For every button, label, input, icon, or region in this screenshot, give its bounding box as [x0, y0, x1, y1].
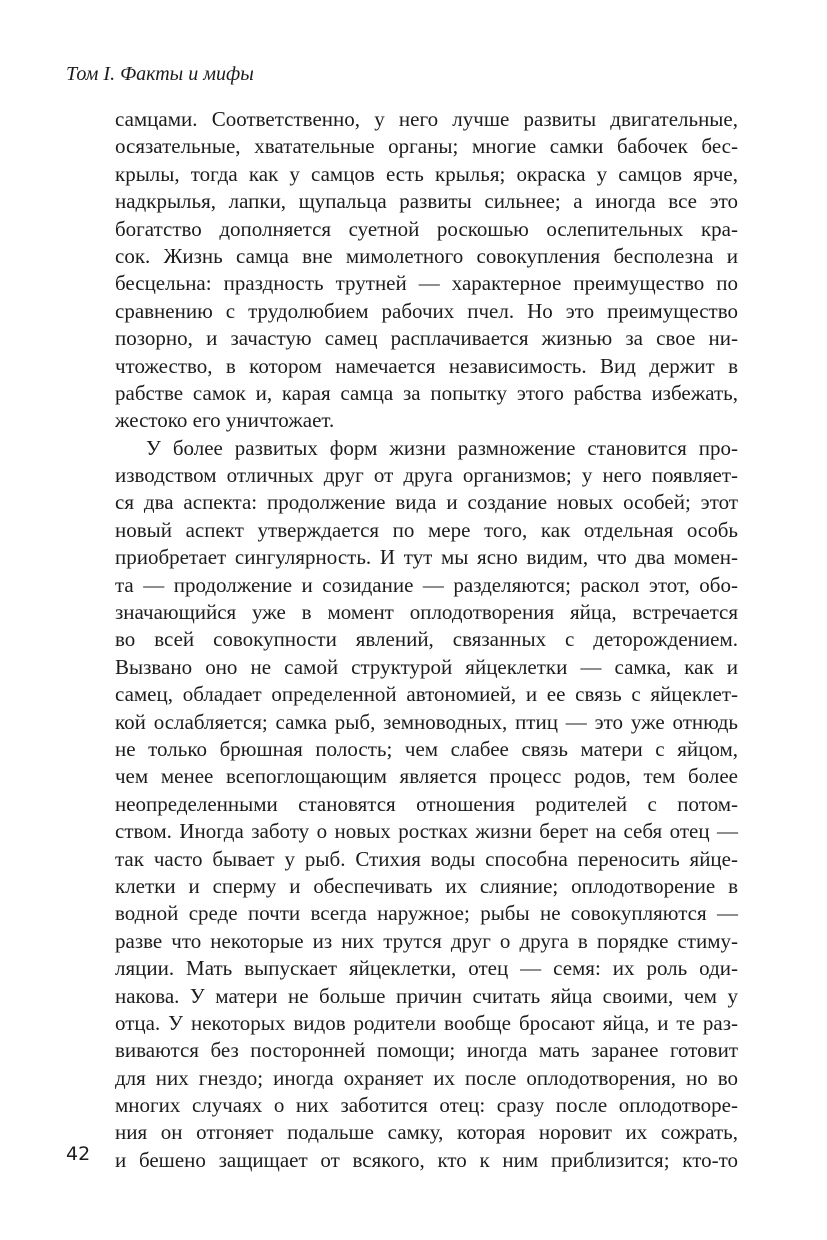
text-line: бесцельна: праздность трутней — характерное преимущество по	[115, 271, 738, 296]
text-line: ния он отгоняет подальше самку, которая норовит их сожрать,	[115, 1120, 738, 1145]
text-line: многих случаях о них заботится отец: сразу после оплодотворе-	[115, 1093, 738, 1118]
text-line: У более развитых форм жизни размножение становится про-	[146, 435, 738, 460]
text-line: разве что некоторые из них трутся друг о друга в порядке стиму-	[115, 928, 738, 953]
text-line: та — продолжение и созидание — разделяются; раскол этот, обо-	[115, 572, 738, 597]
text-line: чтожество, в котором намечается независимость. Вид держит в	[115, 353, 738, 378]
text-line: и бешено защищает от всякого, кто к ним приблизится; кто-то	[115, 1147, 738, 1172]
text-line: ся два аспекта: продолжение вида и создание новых особей; этот	[115, 490, 738, 515]
text-line: крылы, тогда как у самцов есть крылья; окраска у самцов ярче,	[115, 161, 738, 186]
text-line: виваются без посторонней помощи; иногда мать заранее готовит	[115, 1038, 738, 1063]
text-line: осязательные, хватательные органы; многие самки бабочек бес-	[115, 134, 738, 159]
text-line: самец, обладает определенной автономией, и ее связь с яйцеклет-	[115, 682, 738, 707]
paragraph	[115, 106, 738, 435]
paragraph	[115, 435, 738, 1175]
text-line: надкрылья, лапки, щупальца развиты сильнее; а иногда все это	[115, 189, 738, 214]
text-line: новый аспект утверждается по мере того, как отдельная особь	[115, 517, 738, 542]
text-line: изводством отличных друг от друга организмов; у него появляет-	[115, 463, 738, 488]
text-line: кой ослабляется; самка рыб, земноводных, птиц — это уже отнюдь	[115, 709, 738, 734]
text-line: не только брюшная полость; чем слабее связь матери с яйцом,	[115, 736, 738, 761]
text-line: накова. У матери не больше причин считать яйца своими, чем у	[115, 983, 738, 1008]
text-line: сравнению с трудолюбием рабочих пчел. Но это преимущество	[115, 298, 738, 323]
text-line: чем менее всепоглощающим является процесс родов, тем более	[115, 764, 738, 789]
body-text	[115, 106, 738, 1174]
text-line: значающийся уже в момент оплодотворения яйца, встречается	[115, 600, 738, 625]
text-line: отца. У некоторых видов родители вообще бросают яйца, и те раз-	[115, 1010, 738, 1035]
text-line: богатство дополняется суетной роскошью ослепительных кра-	[115, 216, 738, 241]
text-line: Вызвано оно не самой структурой яйцеклетки — самка, как и	[115, 654, 738, 679]
text-line: водной среде почти всегда наружное; рыбы не совокупляются —	[115, 901, 738, 926]
text-line: так часто бывает у рыб. Стихия воды способна переносить яйце-	[115, 846, 738, 871]
text-line: во всей совокупности явлений, связанных с деторождением.	[115, 627, 738, 652]
running-head: Том I. Факты и мифы	[66, 63, 254, 85]
text-line: рабстве самок и, карая самца за попытку этого рабства избежать,	[115, 380, 738, 405]
text-line: неопределенными становятся отношения родителей с потом-	[115, 791, 738, 816]
text-line: сок. Жизнь самца вне мимолетного совокупления бесполезна и	[115, 243, 738, 268]
page-number: 42	[66, 1143, 91, 1165]
text-line: для них гнездо; иногда охраняет их после оплодотворения, но во	[115, 1065, 738, 1090]
text-line: ляции. Мать выпускает яйцеклетки, отец — семя: их роль оди-	[115, 956, 738, 981]
text-line: самцами. Соответственно, у него лучше развиты двигательные,	[115, 107, 738, 131]
text-line: клетки и сперму и обеспечивать их слияние; оплодотворение в	[115, 873, 738, 898]
text-line: жестоко его уничтожает.	[115, 408, 335, 433]
text-line: приобретает сингулярность. И тут мы ясно видим, что два момен-	[115, 545, 738, 570]
text-line: ством. Иногда заботу о новых ростках жизни берет на себя отец —	[115, 819, 738, 844]
text-line: позорно, и зачастую самец расплачивается жизнью за свое ни-	[115, 326, 738, 351]
